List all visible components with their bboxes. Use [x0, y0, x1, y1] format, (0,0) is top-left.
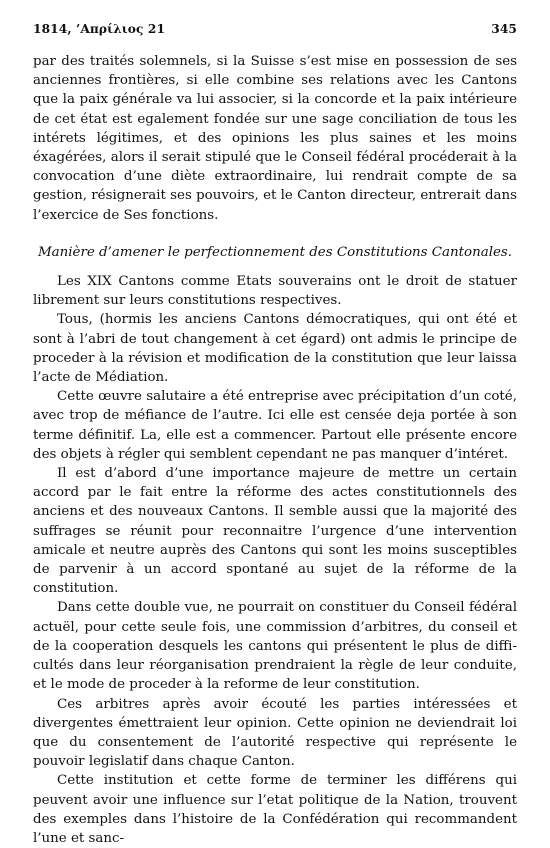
body-paragraph: Cette œuvre salutaire a été entreprise avec précipitation d’un coté, avec trop de méfiance de l’autre. Ici elle est censée deja portée à son terme définitif. La, elle est a commencer. Partout elle présente encore des objets à régler qui semblent cependant ne pas manquer d’intéret. — [33, 389, 517, 462]
body-paragraph: Il est d’abord d’une importance majeure de mettre un certain accord par le fait entre la réforme des actes constitutionnels des anciens et des nouveaux Cantons. Il semble aussi que la majorité des suffrages se réunit pour reconnaitre l’urgence d’une intervention amicale et neutre auprès des Cantons qui sont les moins susceptibles de parvenir à un accord spontané au sujet de la réforme de la constitution. — [33, 466, 517, 597]
body-paragraph: Les XIX Cantons comme Etats souverains ont le droit de statuer librement sur leurs constitutions respectives. — [33, 274, 517, 309]
running-head-date: 1814, ’Απρίλιος 21 — [33, 22, 166, 36]
body-paragraph: Cette institution et cette forme de terminer les différens qui peuvent avoir une influence sur l’etat politique de la Nation, trouvent des exemples dans l’histoire de la Confédération qui recommandent l’une et sanc- — [33, 773, 517, 846]
body-paragraph: Dans cette double vue, ne pourrait on constituer du Conseil fédéral actuël, pour cette seule fois, une commission d’arbitres, du conseil et de la cooperation desquels les cantons qui présentent le plus de difficultés dans leur réorganisation prendraient la règle de leur conduite, et le mode de proceder à la reforme de leur constitution. — [33, 600, 517, 693]
opening-paragraph: par des traités solemnels, si la Suisse s’est mise en possession de ses anciennes frontières, si elle combine ses relations avec les Cantons que la paix générale va lui associer, si la concorde et la paix intérieure de cet état est egalement fondée sur une sage conciliation de tous les intérets légitimes, et des opinions les plus saines et les moins éxagérées, alors il serait stipulé que le Conseil fédéral procéderait à la convocation d’une diète extraordinaire, lui rendrait compte de sa gestion, résignerait ses pouvoirs, et le Canton directeur, entrerait dans l’exercice de Ses fonctions. — [33, 54, 517, 223]
page-number: 345 — [491, 22, 517, 36]
body-paragraph: Tous, (hormis les anciens Cantons démocratiques, qui ont été et sont à l’abri de tout changement à cet égard) ont admis le principe de proceder à la révision et modification de la constitution que leur laissa l’acte de Médiation. — [33, 312, 517, 386]
page-body — [33, 52, 517, 848]
page-header — [33, 22, 517, 42]
section-heading: Manière d’amener le perfectionnement des Constitutions Cantonales. — [37, 244, 513, 260]
body-paragraph: Ces arbitres après avoir écouté les parties intéressées et divergentes émettraient leur opinion. Cette opinion ne deviendrait loi que du consentement de l’autorité respective qui représente le pouvoir legislatif dans chaque Canton. — [33, 696, 517, 770]
